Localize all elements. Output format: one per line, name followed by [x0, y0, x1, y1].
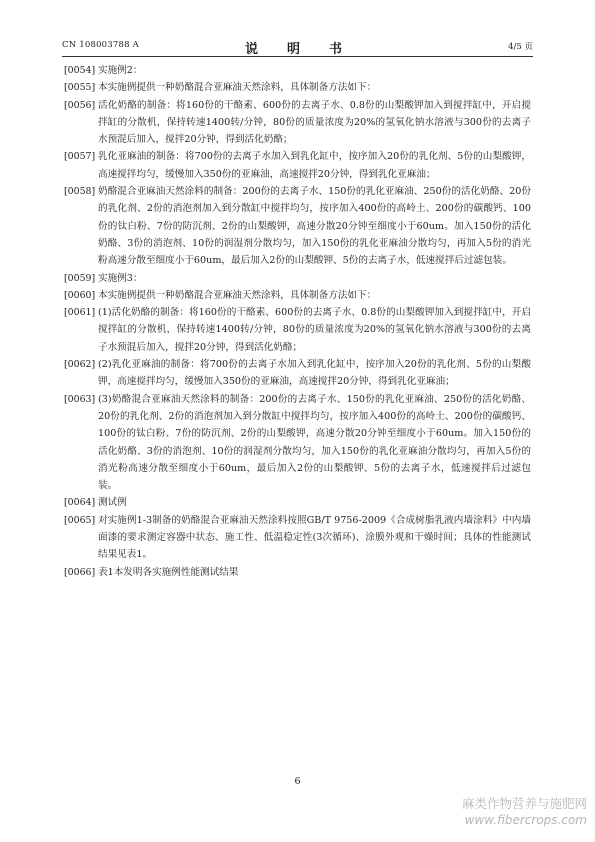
document-body — [64, 62, 531, 581]
paragraph-text: 测试例 — [98, 497, 127, 509]
paragraph-number: [0062] — [64, 359, 96, 371]
paragraph-number: [0058] — [64, 186, 96, 198]
paragraph-text: 实施例3： — [98, 272, 143, 284]
paragraph-text: (1)活化奶酪的制备：将160份的干酪素、600份的去离子水、0.8份的山梨酸钾加入到搅拌缸中，开启搅拌缸的分散机，保持转速1400转/分钟，80份的质量浓度为20%的氢氧化钠水溶液与300份的去离子水预混后加入，搅拌20分钟，得到活化奶酪； — [98, 307, 531, 353]
paragraph-0059 — [64, 270, 531, 287]
patent-number: CN 108003788 A — [62, 40, 139, 50]
paragraph-number: [0054] — [64, 65, 96, 76]
watermark-site-name: 麻类作物营养与施肥网 — [461, 796, 587, 811]
paragraph-text: 对实施例1-3制备的奶酪混合亚麻油天然涂料按照GB/T 9756-2009《合成树脂乳液内墙涂料》中内墙面漆的要求测定容器中状态、施工性、低温稳定性(3次循环)、涂膜外观和干燥时间；具体的性能测试结果见表1。 — [98, 514, 531, 561]
paragraph-0054 — [64, 62, 531, 79]
paragraph-0058 — [64, 183, 531, 269]
paragraph-text: 表1本发明各实施例性能测试结果 — [98, 566, 239, 578]
paragraph-0056 — [64, 97, 531, 149]
paragraph-text: 奶酪混合亚麻油天然涂料的制备：200份的去离子水、150份的乳化亚麻油、250份的活化奶酪、20份的乳化剂、2份的消泡剂加入到分散缸中搅拌均匀，按序加入400份的高岭土、200份的碳酸钙、100份的钛白粉、7份的防沉剂、2份的山梨酸钾，高速分散20分钟至细度小于60um。加入150份的活化奶酪、3份的消泡剂、10份的润湿剂分散均匀，加入150份的乳化亚麻油分散均匀，再加入5份的消光粉高速分散至细度小于60um，最后加入2份的山梨酸钾、5份的去离子水，低速搅拌后过滤包装。 — [98, 186, 531, 267]
watermark-url: www.fibercrops.com — [464, 813, 587, 827]
paragraph-0063 — [64, 391, 531, 495]
paragraph-text: 实施例2： — [98, 65, 143, 76]
paragraph-number: [0057] — [64, 151, 96, 163]
paragraph-number: [0055] — [64, 82, 96, 94]
paragraph-0061 — [64, 304, 531, 356]
paragraph-number: [0059] — [64, 272, 96, 284]
page-header — [62, 38, 533, 57]
paragraph-0055 — [64, 79, 531, 96]
watermark — [462, 796, 587, 828]
paragraph-number: [0060] — [64, 289, 96, 301]
header-rule — [62, 56, 533, 57]
paragraph-text: (2)乳化亚麻油的制备：将700份的去离子水加入到乳化缸中，按序加入20份的乳化剂、5份的山梨酸钾，高速搅拌均匀，缓慢加入350份的亚麻油，高速搅拌20分钟，得到乳化亚麻油； — [98, 359, 531, 388]
paragraph-text: 本实施例提供一种奶酪混合亚麻油天然涂料，具体制备方法如下： — [98, 82, 377, 94]
paragraph-text: 乳化亚麻油的制备：将700份的去离子水加入到乳化缸中，按序加入20份的乳化剂、5份的山梨酸钾，高速搅拌均匀，缓慢加入350份的亚麻油，高速搅拌20分钟，得到乳化亚麻油； — [98, 151, 531, 180]
paragraph-0060 — [64, 287, 531, 304]
paragraph-number: [0066] — [64, 566, 96, 578]
paragraph-text: (3)奶酪混合亚麻油天然涂料的制备：200份的去离子水、150份的乳化亚麻油、250份的活化奶酪、20份的乳化剂、2份的消泡剂加入到分散缸中搅拌均匀，按序加入400份的高岭土、200份的碳酸钙、100份的钛白粉、7份的防沉剂、2份的山梨酸钾，高速分散20分钟至细度小于60um。加入150份的活化奶酪、3份的消泡剂、10份的润湿剂分散均匀，加入150份的乳化亚麻油分散均匀，再加入5份的消光粉高速分散至细度小于60um，最后加入2份的山梨酸钾、5份的去离子水，低速搅拌后过滤包装。 — [98, 393, 531, 492]
document-title: 说 明 书 — [244, 42, 350, 57]
paragraph-number: [0056] — [64, 99, 96, 111]
paragraph-number: [0065] — [64, 514, 96, 526]
paragraph-0065 — [64, 512, 531, 564]
paragraph-0066 — [64, 564, 531, 581]
page-of-total: 4/5 页 — [508, 42, 533, 52]
paragraph-0064 — [64, 494, 531, 511]
paragraph-number: [0063] — [64, 393, 96, 405]
paragraph-text: 本实施例提供一种奶酪混合亚麻油天然涂料，具体制备方法如下： — [98, 289, 377, 301]
paragraph-text: 活化奶酪的制备：将160份的干酪素、600份的去离子水、0.8份的山梨酸钾加入到搅拌缸中，开启搅拌缸的分散机，保持转速1400转/分钟，80份的质量浓度为20%的氢氧化钠水溶液与300份的去离子水预混后加入，搅拌20分钟，得到活化奶酪； — [98, 99, 531, 146]
paragraph-0062 — [64, 356, 531, 391]
paragraph-0057 — [64, 148, 531, 183]
page-number: 6 — [294, 776, 301, 787]
paragraph-number: [0061] — [64, 307, 96, 319]
paragraph-number: [0064] — [64, 497, 96, 509]
